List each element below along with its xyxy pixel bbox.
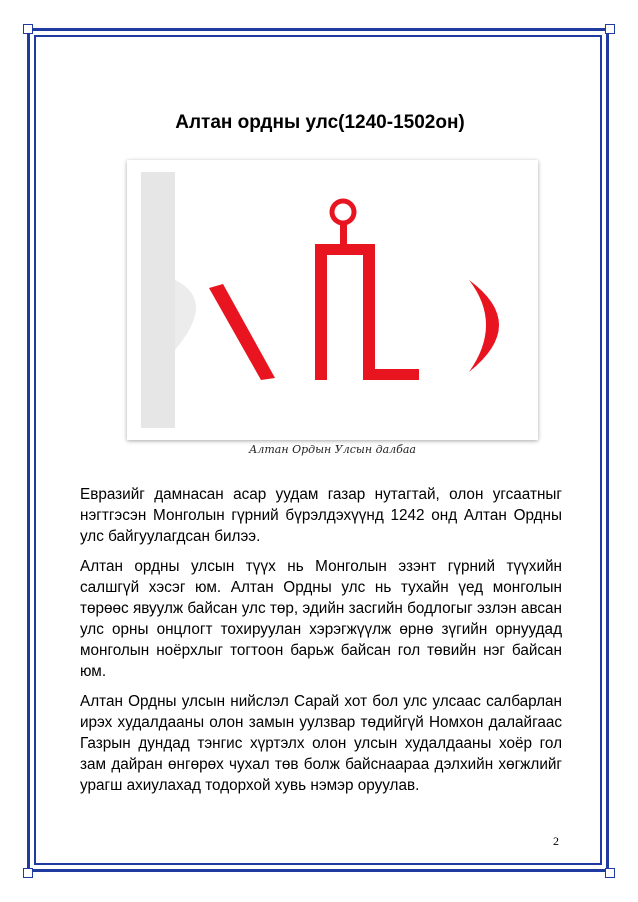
paragraph-2: Алтан ордны улсын түүх нь Монголын эзэнт гүрний түүхийн салшгүй хэсэг юм. Алтан Ордны улс нь тухайн үед монголын төрөөс явуулж байсан улс төр, эдийн засгийн бодлогыг эзлэн авсан улс орны онцлогт тохируулан хэрэгжүүлж өрнө зүгийн орнуудад монголын ноёрхлыг тогтоон барьж байсан гол төвийн нэг байсан юм. [80,558,562,680]
body-text [80,484,562,805]
paragraph-3: Алтан Ордны улсын нийслэл Сарай хот бол улс улсаас салбарлан ирэх худалдааны олон замын уулзвар төдийгүй Номхон далайгаас Газрын дундад тэнгис хүртэлх олон улсын худалдааны хоёр гол зам дайран өнгөрөх чухал төв болж байснаараа дэлхийн хөгжлийг урагш ахиулахад тодорхой хувь нэмэр оруулав. [80,693,562,794]
tamga-symbol [209,201,499,380]
corner-ornament-top-left [23,24,39,40]
page-number: 2 [553,834,559,848]
paragraph-1: Евразийг дамнасан асар уудам газар нутагтай, олон угсаатныг нэгтгэсэн Монголын гүрний бүрэлдэхүүнд 1242 онд Алтан Ордны улс байгуулагдсан билээ. [80,486,562,545]
corner-ornament-top-right [599,24,615,40]
page-title: Алтан ордны улс(1240-1502он) [175,112,465,133]
figure-caption: Алтан Ордын Улсын далбаа [249,443,416,456]
corner-ornament-bottom-right [599,862,615,878]
flag-background-curve [175,280,196,350]
golden-horde-flag-graphic [127,160,538,440]
corner-ornament-bottom-left [23,862,39,878]
flag-image [127,160,538,440]
